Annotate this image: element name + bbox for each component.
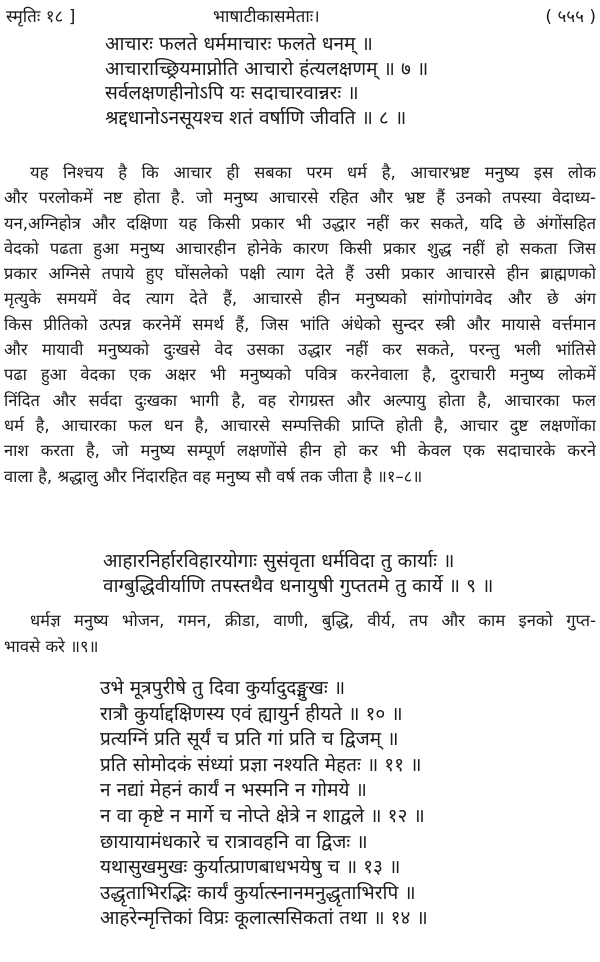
page-number: ( ५५५ ) xyxy=(545,7,596,27)
commentary-line: मृत्युके समयमें वेद त्याग देते हैं, आचारसे हीन मनुष्यको सांगोपांगवेद और छे अंग xyxy=(4,289,596,309)
verse-block-9 xyxy=(103,549,493,598)
verse-line: न नद्यां मेहनं कार्यं न भस्मनि न गोमये ॥ xyxy=(100,779,367,802)
commentary-line: वेदको पढता हुआ मनुष्य आचारहीन होनेके कारण किसी प्रकार शुद्ध नहीं हो सकता जिस xyxy=(4,238,596,258)
verse-line: उद्धृताभिरद्भिः कार्यं कुर्यात्स्नानमनुद्धृताभिरपि ॥ xyxy=(100,881,416,904)
verse-line: आचारः फलते धर्ममाचारः फलते धनम् ॥ xyxy=(105,33,373,55)
commentary-line: नाश करता है, जो मनुष्य सम्पूर्ण लक्षणोंसे हीन हो कर भी केवल एक सदाचारके करने xyxy=(4,441,596,461)
verse-block-6-8 xyxy=(105,32,428,130)
commentary-line: धर्मज्ञ मनुष्य भोजन, गमन, क्रीडा, वाणी, बुद्धि, वीर्य, तप और काम इनको गुप्त- xyxy=(30,611,596,630)
running-title: भाषाटीकासमेताः। xyxy=(213,7,320,27)
verse-line: उभे मूत्रपुरीषे तु दिवा कुर्यादुदङ्मुखः ॥ xyxy=(100,677,346,699)
commentary-line: यह निश्चय है कि आचार ही सबका परम धर्म है, आचारभ्रष्ट मनुष्य इस लोक xyxy=(30,163,596,182)
commentary-line: और परलोकमें नष्ट होता है. जो मनुष्य आचारसे रहित और भ्रष्ट हैं उनको तपस्या वेदाध्य- xyxy=(4,188,596,208)
verse-line: रात्रौ कुर्याद्दक्षिणस्य एवं ह्यायुर्न हीयते ॥ १० ॥ xyxy=(100,702,403,725)
verse-line: यथासुखमुखः कुर्यात्प्राणबाधभयेषु च ॥ १३ ॥ xyxy=(100,856,401,879)
commentary-line: पढा हुआ वेदका एक अक्षर भी मनुष्यको पवित्र करनेवाला है, दुराचारी मनुष्य लोकमें xyxy=(4,365,596,385)
verse-line: आहारनिर्हारविहारयोगाः सुसंवृता धर्मविदा तु कार्याः ॥ xyxy=(103,550,455,572)
commentary-line: और मायावी मनुष्यको दुःखसे वेद उसका उद्धार नहीं कर सकते, परन्तु भली भांतिसे xyxy=(4,340,596,360)
chapter-reference: स्मृतिः १८ ] xyxy=(6,7,76,27)
verse-line: प्रत्यग्निं प्रति सूर्यं च प्रति गां प्रति च द्विजम् ॥ xyxy=(100,728,399,751)
verse-line: छायायामंधकारे च रात्रावहनि वा द्विजः ॥ xyxy=(100,830,368,853)
verse-block-10-14 xyxy=(100,676,428,932)
commentary-line: किस प्रीतिको उत्पन्न करनेमें समर्थ हैं, जिस भांति अंधेको सुन्दर स्त्री और मायासे वर्त्तमान xyxy=(4,314,596,334)
commentary-line: धर्म है, आचारका फल धन है, आचारसे सम्पत्तिकी प्राप्ति होती है, आचार दुष्ट लक्षणोंका xyxy=(4,415,596,435)
verse-line: प्रति सोमोदकं संध्यां प्रज्ञा नश्यति मेहतः ॥ ११ ॥ xyxy=(100,753,422,776)
commentary-line: निंदित और सर्वदा दुःखका भागी है, वह रोगग्रस्त और अल्पायु होता है, आचारका फल xyxy=(4,390,596,410)
verse-line: श्रद्दधानोऽनसूयश्च शतं वर्षाणि जीवति ॥ ८ ॥ xyxy=(105,106,407,129)
verse-line: सर्वलक्षणहीनोऽपि यः सदाचारवान्नरः ॥ xyxy=(105,82,359,104)
commentary-1-8 xyxy=(4,160,596,489)
commentary-9 xyxy=(4,608,596,660)
commentary-line: भावसे करे ॥९॥ xyxy=(4,637,99,656)
commentary-line: यन,अग्निहोत्र और दक्षिणा यह किसी प्रकार भी उद्धार नहीं कर सकते, यदि छे अंगोंसहित xyxy=(4,213,596,233)
verse-line: आचाराच्छ्रियमाप्नोति आचारो हंत्यलक्षणम् ॥ ७ ॥ xyxy=(105,57,429,80)
verse-line: न वा कृष्टे न मार्गे च नोप्ते क्षेत्रे न शाद्वले ॥ १२ ॥ xyxy=(100,804,425,827)
commentary-line: प्रकार अग्निसे तपाये हुए घोंसलेको पक्षी त्याग देते हैं उसी प्रकार आचारसे हीन ब्राह्मणको xyxy=(4,264,596,284)
verse-line: आहरेन्मृत्तिकां विप्रः कूलात्ससिकतां तथा ॥ १४ ॥ xyxy=(100,907,428,930)
verse-line: वाग्बुद्धिवीर्याणि तपस्तथैव धनायुषी गुप्ततमे तु कार्ये ॥ ९ ॥ xyxy=(103,574,494,597)
commentary-line: वाला है, श्रद्धालु और निंदारहित वह मनुष्य सौ वर्ष तक जीता है ॥१–८॥ xyxy=(4,466,423,486)
